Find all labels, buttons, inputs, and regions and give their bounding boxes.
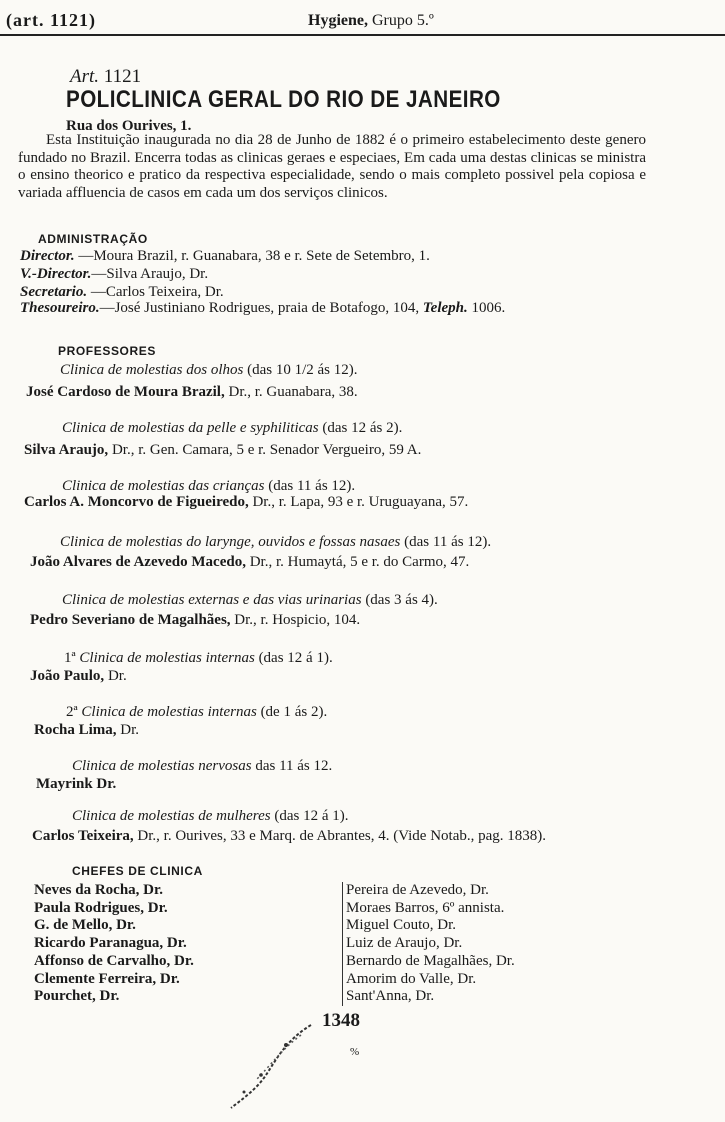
clinic-name: Clinica de molestias externas e das vias urinarias [62,592,362,608]
intro-paragraph: Esta Instituição inaugurada no dia 28 de Junho de 1882 é o primeiro estabelecimento deste genero fundado no Brazil. Encerra todas as clinicas geraes e especiaes, Em cada uma destas clinicas se ministra o ensino theorico e pratico da respectiva especialidade, sendo o mais completo possivel pela copiosa e variada affluencia de casos em cada um dos serviços clinicos. [18,132,646,201]
ornament-flourish-icon [226,1020,316,1110]
clinic-professor [24,494,468,511]
professor-name: Mayrink [36,776,93,792]
admin-extra: 1006. [467,300,506,316]
admin-text: —Moura Brazil, r. Guanabara, 38 e r. Sete de Setembro, 1. [74,248,430,264]
clinic-professor [26,384,358,401]
professor-details: Dr. [92,776,117,792]
admin-row-director [20,248,430,265]
clinic-title [60,534,491,551]
clinic-hours: (das 12 á 1). [254,650,333,666]
chefe-name: Amorim do Valle, Dr. [346,970,477,987]
professor-name: Silva Araujo, [24,442,109,458]
admin-text: —Carlos Teixeira, Dr. [87,284,224,300]
clinic-professor [30,668,127,685]
clinic-professor [30,554,469,571]
professor-details: Dr., r. Guanabara, 38. [224,384,358,400]
chefe-name: Clemente Ferreira, Dr. [34,970,180,987]
article-number: 1121 [103,66,142,87]
clinic-hours: (das 11 ás 12). [264,478,356,494]
clinic-name: Clinica de molestias do larynge, ouvidos e fossas nasaes [60,534,401,550]
chefe-name: Ricardo Paranagua, Dr. [34,935,187,952]
clinic-prefix: 1ª [64,650,80,666]
admin-row-vice-director [20,266,208,283]
clinic-name: Clinica de molestias da pelle e syphiliticas [62,420,319,436]
section-bold: Hygiene, [308,12,368,29]
professor-name: João Alvares de Azevedo Macedo, [30,554,246,570]
admin-role: Secretario. [20,284,88,300]
clinic-professor [24,442,421,459]
professor-name: Rocha Lima, [34,722,117,738]
clinic-title [60,362,358,379]
clinic-professor [34,722,139,739]
admin-row-secretary [20,284,224,301]
admin-extra-italic: Teleph. [422,300,468,316]
clinic-title [66,704,327,721]
professor-details: Dr., r. Gen. Camara, 5 e r. Senador Vergueiro, 59 A. [108,442,422,458]
chefe-name: Pereira de Azevedo, Dr. [346,882,489,898]
admin-role: V.-Director. [20,266,92,282]
clinic-hours: (de 1 ás 2). [256,704,328,720]
clinic-hours: das 11 ás 12. [251,758,333,774]
chefe-name: Moraes Barros, 6º annista. [346,899,505,916]
clinic-name: Clinica de molestias das crianças [62,478,265,494]
professor-name: João Paulo, [30,668,105,684]
professor-details: Dr., r. Humaytá, 5 e r. do Carmo, 47. [245,554,470,570]
article-label-text: Art. [70,66,100,87]
address: Rua dos Ourives, 1. [66,118,192,134]
clinic-title [72,758,332,775]
chefe-name: Neves da Rocha, Dr. [34,882,164,898]
clinic-hours: (das 12 á 1). [270,808,349,824]
professor-details: Dr., r. Ourives, 33 e Marq. de Abrantes, 4. (Vide Notab., pag. 1838). [133,828,547,844]
clinic-professor [36,776,116,793]
page-title: POLICLINICA GERAL DO RIO DE JANEIRO [66,86,501,113]
administration-heading: ADMINISTRAÇÃO [38,232,148,246]
admin-text: —Silva Araujo, Dr. [91,266,209,282]
chefe-name: G. de Mello, Dr. [34,917,136,934]
article-reference: (art. 1121) [6,10,96,30]
clinic-professor [30,612,360,629]
clinic-prefix: 2ª [66,704,82,720]
chefe-name: Luiz de Araujo, Dr. [346,935,463,952]
clinic-hours: (das 11 ás 12). [400,534,492,550]
professor-name: Carlos Teixeira, [32,828,134,844]
professor-details: Dr. [104,668,127,684]
clinic-name: Clinica de molestias dos olhos [60,362,244,378]
professor-details: Dr., r. Hospicio, 104. [230,612,361,628]
clinic-hours: (das 10 1/2 ás 12). [243,362,358,378]
professor-details: Dr., r. Lapa, 93 e r. Uruguayana, 57. [248,494,469,510]
clinic-hours: (das 12 ás 2). [318,420,403,436]
clinic-name: Clinica de molestias nervosas [72,758,252,774]
section-label [308,12,434,30]
chefes-right-column [342,882,515,1006]
professor-name: Carlos A. Moncorvo de Figueiredo, [24,494,249,510]
clinic-professor [32,828,546,845]
clinic-name: Clinica de molestias de mulheres [72,808,271,824]
clinic-title [62,420,402,437]
header-rule [0,34,725,36]
admin-text: —José Justiniano Rodrigues, praia de Botafogo, 104, [99,300,420,316]
clinic-title [64,650,333,667]
running-header [0,10,725,34]
admin-row-treasurer [20,300,505,317]
article-label [70,66,141,88]
chefes-left-column [34,882,194,1006]
chefe-name: Paula Rodrigues, Dr. [34,899,168,916]
chefe-name: Pourchet, Dr. [34,988,120,1005]
professor-name: Pedro Severiano de Magalhães, [30,612,231,628]
clinic-name: Clinica de molestias internas [79,650,255,666]
footer-mark: % [350,1046,360,1058]
chefe-name: Miguel Couto, Dr. [346,917,457,934]
chefe-name: Bernardo de Magalhães, Dr. [346,952,515,969]
professor-name: José Cardoso de Moura Brazil, [26,384,225,400]
section-rest: Grupo 5.º [368,12,434,29]
clinic-title [62,592,438,609]
admin-role: Director. [20,248,75,264]
admin-role: Thesoureiro. [20,300,100,316]
page-number: 1348 [322,1010,360,1031]
clinic-hours: (das 3 ás 4). [361,592,438,608]
clinic-title [72,808,349,825]
chefe-name: Affonso de Carvalho, Dr. [34,952,194,969]
chefe-name: Sant'Anna, Dr. [346,988,435,1005]
chefes-heading: CHEFES DE CLINICA [72,864,203,878]
clinic-name: Clinica de molestias internas [81,704,257,720]
professor-details: Dr. [116,722,139,738]
clinic-title [62,478,355,495]
professors-heading: PROFESSORES [58,344,156,358]
